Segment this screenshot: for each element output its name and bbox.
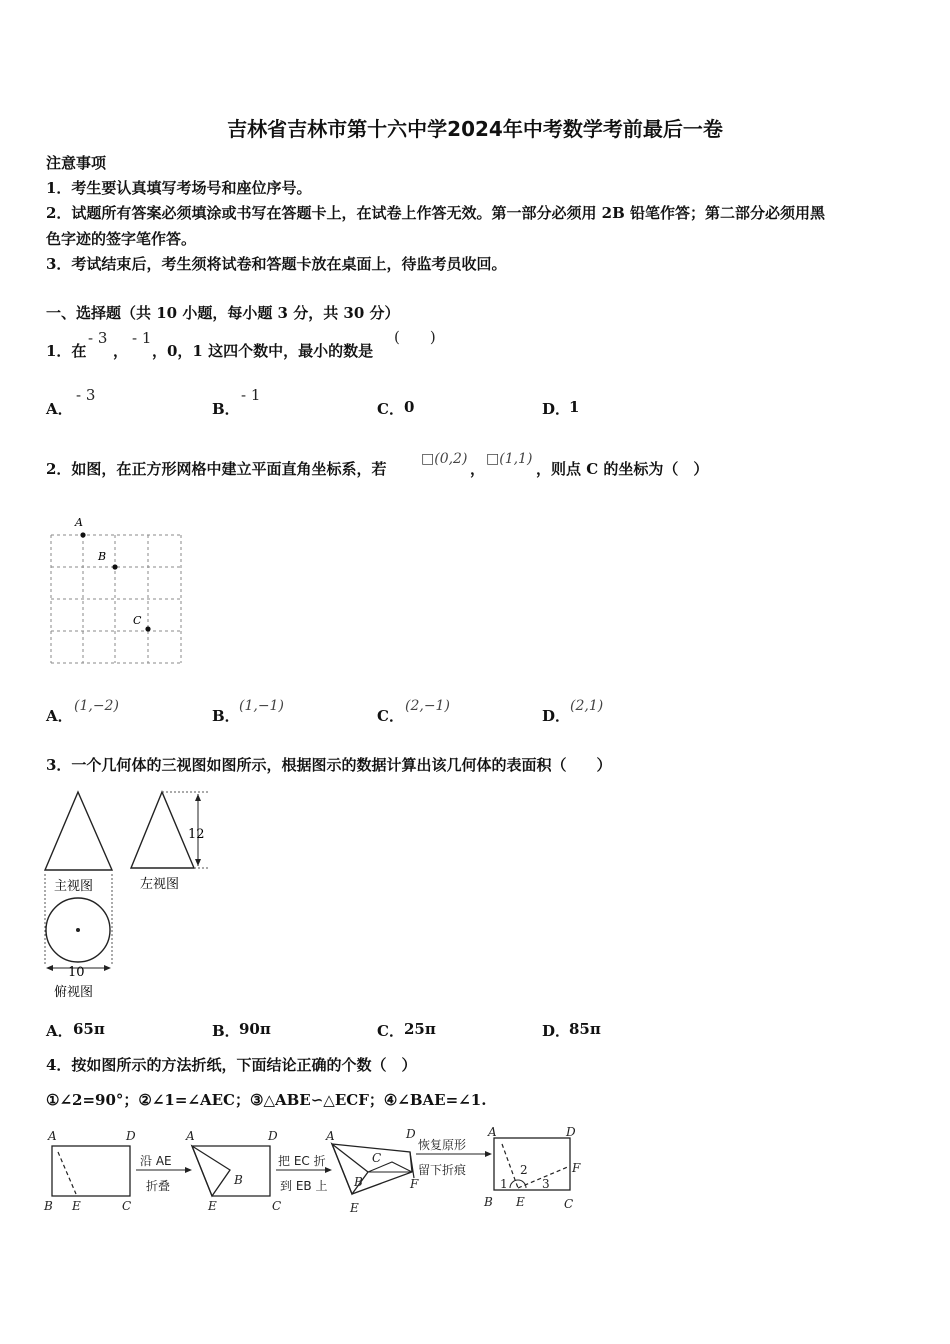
q1-option-c-label: C． [377, 400, 404, 418]
q1-option-a-label: A． [46, 400, 73, 418]
q1-option-d-value: 1 [569, 398, 580, 416]
notice-item-1: 1．考生要认真填写考场号和座位序号。 [46, 179, 312, 197]
fig4-label-c: C [564, 1197, 574, 1211]
q1-number-neg3: - 3 [88, 329, 108, 347]
q3-option-a-label: A． [46, 1022, 73, 1040]
fig-step2-label-b: 到 EB 上 [280, 1179, 328, 1193]
fig4-angle-3: 3 [542, 1177, 550, 1191]
q3-option-c-label: C． [377, 1022, 404, 1040]
fig2-label-b: B [234, 1173, 243, 1187]
fig4-label-a: A [488, 1125, 497, 1139]
q4-folding-figure [40, 1122, 600, 1222]
notice-item-2: 2．试题所有答案必须填涂或书写在答题卡上，在试卷上作答无效。第一部分必须用 2B 铅笔作答；第二部分必须用黑 [46, 204, 826, 222]
q1-option-a-value: - 3 [76, 386, 96, 404]
q2-coord-a: □(0,2) [421, 451, 468, 467]
point-c [145, 626, 150, 631]
section-heading: 一、选择题（共 10 小题，每小题 3 分，共 30 分） [46, 304, 400, 322]
fig3-label-b: B [354, 1175, 363, 1189]
notice-item-2-cont: 色字迹的签字笔作答。 [46, 230, 197, 248]
q2-option-d-value: (2,1) [570, 698, 604, 714]
q2-option-a-label: A． [46, 707, 73, 725]
q3-option-c-value: 25π [404, 1020, 436, 1038]
fig2-label-d: D [268, 1129, 278, 1143]
fig1-label-e: E [72, 1199, 81, 1213]
fig1-label-b: B [44, 1199, 53, 1213]
fig2-label-c: C [272, 1199, 282, 1213]
point-b [112, 564, 117, 569]
q2-option-a-value: (1,−2) [74, 698, 119, 714]
q2-option-c-label: C． [377, 707, 404, 725]
q1-text: ，0，1 这四个数中，最小的数是 [152, 342, 374, 360]
q1-paren: ( ) [394, 328, 436, 346]
fig3-label-f: F [410, 1177, 419, 1191]
height-label: 12 [188, 827, 205, 842]
top-view-label: 俯视图 [54, 985, 94, 1000]
q4-conclusions: ①∠2=90°；②∠1=∠AEC；③△ABE∽△ECF；④∠BAE=∠1. [46, 1091, 487, 1109]
q3-three-views-figure [40, 786, 220, 1006]
q1-option-c-value: 0 [404, 398, 415, 416]
q1-option-b-value: - 1 [241, 386, 261, 404]
fig1-label-a: A [48, 1129, 57, 1143]
q2-grid-figure [46, 512, 186, 668]
page-title: 吉林省吉林市第十六中学2024年中考数学考前最后一卷 [227, 117, 723, 141]
q1-prefix: 1．在 [46, 342, 87, 360]
fig-step3-label-b: 留下折痕 [418, 1163, 467, 1177]
q2-option-b-label: B． [212, 707, 240, 725]
notice-heading: 注意事项 [46, 154, 107, 172]
q2-coord-b: □(1,1) [486, 451, 533, 467]
fig2-label-a: A [186, 1129, 195, 1143]
q3-option-a-value: 65π [73, 1020, 105, 1038]
fig4-angle-1: 1 [500, 1177, 508, 1191]
q3-text: 3．一个几何体的三视图如图所示，根据图示的数据计算出该几何体的表面积（ ） [46, 756, 612, 774]
fig4-label-d: D [566, 1125, 576, 1139]
q2-option-c-value: (2,−1) [405, 698, 450, 714]
q3-option-b-value: 90π [239, 1020, 271, 1038]
fig-step2-label: 把 EC 折 [278, 1154, 326, 1168]
fig-step3-label: 恢复原形 [418, 1138, 467, 1152]
label-c: C [133, 614, 142, 627]
q1-comma: ， [113, 342, 129, 360]
fig-step1-label: 沿 AE [140, 1154, 172, 1168]
fig1-label-c: C [122, 1199, 132, 1213]
q3-option-d-label: D． [542, 1022, 571, 1040]
fig4-label-f: F [572, 1161, 581, 1175]
notice-item-3: 3．考试结束后，考生须将试卷和答题卡放在桌面上，待监考员收回。 [46, 255, 507, 273]
fig3-label-a: A [326, 1129, 335, 1143]
left-view-label: 左视图 [140, 877, 180, 892]
fig-step1-label-b: 折叠 [146, 1179, 171, 1193]
q2-comma: ， [470, 460, 486, 478]
q3-option-b-label: B． [212, 1022, 240, 1040]
q2-prefix: 2．如图，在正方形网格中建立平面直角坐标系，若 [46, 460, 387, 478]
label-a: A [75, 516, 83, 529]
point-a [80, 532, 85, 537]
fig3-label-c: C [372, 1151, 382, 1165]
fig4-label-b: B [484, 1195, 493, 1209]
label-b: B [98, 550, 107, 563]
fig4-angle-2: 2 [520, 1163, 528, 1177]
fig1-label-d: D [126, 1129, 136, 1143]
front-view-label: 主视图 [54, 879, 94, 894]
q2-suffix: ，则点 C 的坐标为（ ） [536, 460, 709, 478]
fig3-label-d: D [406, 1127, 416, 1141]
fig3-label-e: E [350, 1201, 359, 1215]
q1-option-b-label: B． [212, 400, 240, 418]
q3-option-d-value: 85π [569, 1020, 601, 1038]
width-label: 10 [68, 965, 85, 980]
q4-text: 4．按如图所示的方法折纸，下面结论正确的个数（ ） [46, 1056, 417, 1074]
fig2-label-e: E [208, 1199, 217, 1213]
q2-option-d-label: D． [542, 707, 571, 725]
fig4-label-e: E [516, 1195, 525, 1209]
q1-number-neg1: - 1 [132, 329, 152, 347]
q2-option-b-value: (1,−1) [239, 698, 284, 714]
q1-option-d-label: D． [542, 400, 571, 418]
